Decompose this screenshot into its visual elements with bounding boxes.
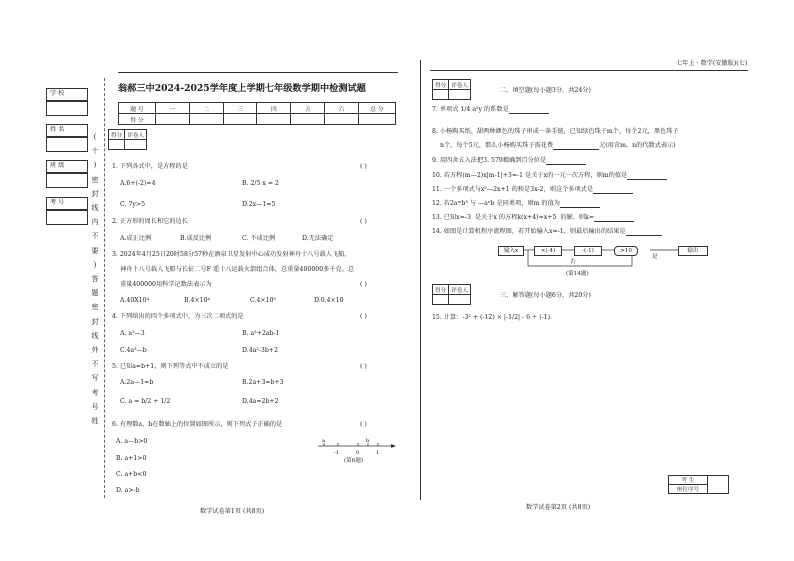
q5-answer-paren[interactable]: ( ) [360,363,367,370]
top-rule-left [118,72,398,73]
q1-stem: 1. 下列各式中，是方程的是 [112,163,188,170]
name-field[interactable] [46,136,88,152]
q1-answer-paren[interactable]: ( ) [360,163,367,170]
q1-option-b: B. 2/5 x = 2 [242,180,279,187]
q3-stem-line1: 3. 2024年4月25日20时58分57秒在酒泉卫星发射中心成功发射神舟十八号载人飞船， [112,251,351,258]
q3-option-c: C.4×10⁵ [250,297,276,304]
q1-option-d: D.2x—1=5 [242,201,276,208]
q6-option-c: C. a+b<0 [116,471,147,478]
flow-no-label: 否 [570,259,576,265]
score-table: 题 号 一 二 三 四 五 六 总 分 得 分 [118,102,396,125]
q7-text: 7. 单项式 1/4 a²y 的系数是 [432,106,549,114]
exam-title: 翁郝三中2024-2025学年度上学期七年级数学期中检测试题 [118,83,366,94]
name-label: 姓 名 [50,126,65,133]
flow-yes-label: 是 [652,254,658,260]
seal-text-column: ( 十 ) 密 封 线 内 不 要 ) 答 题 密 封 线 外 不 写 考 号 姓 [91,133,99,426]
exam-no-field[interactable] [46,209,88,225]
q9-blank[interactable] [546,157,586,165]
right-page-footer: 数学试卷第2页 (共8页) [526,504,591,511]
school-field[interactable] [46,100,88,116]
q3-option-d: D.0.4×10 [314,297,344,304]
q14-blank[interactable] [626,228,662,236]
school-label: 学 校 [50,90,65,97]
q4-option-b: B. a³+2ab-1 [242,330,280,337]
flow-input-box: 输入x [498,246,524,256]
q12-blank[interactable] [560,200,600,208]
q4-stem: 4. 下列给出的四个多项式中，为三次二项式的是 [112,313,244,320]
q10-blank[interactable] [627,172,667,180]
q13-blank[interactable] [594,214,634,222]
q5-stem: 5. 已知a=b+1，则下列等式中不成立的是 [112,363,229,370]
q14-text: 14. 如图是计算机程序流程图，若开始输入x=-1，则最后输出的结果是 [432,228,662,236]
class-label: 班 级 [50,162,65,169]
q2-answer-paren[interactable]: ( ) [360,218,367,225]
q5-option-c: C. a = b/2 + 1/2 [120,398,171,405]
q8-blank[interactable] [553,142,599,150]
number-line-figure [316,434,398,458]
class-field[interactable] [46,172,88,188]
axis-label-neg1: -1 [334,450,339,456]
flowchart-connectors [490,240,730,272]
q5-option-a: A.2a—1=b [120,379,154,386]
grader-box-3: 得分 评卷人 [432,284,471,305]
grader-box-1: 得分 评卷人 [108,129,147,150]
q3-answer-paren[interactable]: ( ) [360,281,367,288]
q6-option-b: B. a+1>0 [116,455,147,462]
q4-option-d: D.4a²-3b+2 [242,347,278,354]
flow-multiply-box: ×(-4) [534,246,562,256]
q8-line1: 8. 小杨购买纸、甜两种颜色的珠子串成一条手链，已知绿色珠子m个，每个2元，黑色珠子 [432,128,679,135]
right-header-title: 七年上 · 数学(安徽版)(七) [676,60,748,67]
q11-text: 11. 一个多项式与x²—2x+1 的和是3x-2，则这个多项式是 [432,186,633,194]
q2-option-c: C. 不成比例 [242,235,276,242]
q10-text: 10. 若方程(m—2)x|m-1|+3=-1 是关于x的一元一次方程，则m的值是 [432,172,667,180]
q3-stem-line3: 重量400000用科学记数法表示为 [120,281,212,288]
q6-option-a: A. a—b>0 [116,438,148,445]
left-page-footer: 数学试卷第1页 (共8页) [200,508,265,515]
exam-seat-box: 考 生 座位序号 [668,475,729,494]
q5-option-d: D.4a=2b+2 [242,398,279,405]
q2-option-b: B.成反比例 [180,235,212,242]
exam-no-label: 考 号 [50,199,65,206]
q5-option-b: B.2a+3=b+3 [242,379,284,386]
axis-label-0: 0 [356,450,360,456]
q3-option-a: A.40X10⁴ [120,297,150,304]
q11-blank[interactable] [593,186,633,194]
section3-heading: 三、解答题(每小题6分，共20分) [500,292,591,299]
q13-text: 13. 已知x=-3 是关于x 的方程k(x+4)=x+5 的解，则k= [432,214,634,222]
axis-label-1: 1 [376,450,380,456]
q15-text: 15. 计算：-3² + (-12) × |-1/2| - 6 ÷ (-1). [432,314,553,321]
q6-option-d: D. a>-b [116,487,140,494]
seal-line [104,78,105,498]
flow-condition-diamond: >10 [614,246,638,256]
q8-line2: n个，每个5元，那么小杨购买珠子需花费 元(用含m，n的代数式表示) [440,142,676,149]
flow-output-box: 输出 [678,246,708,256]
q6-figure-caption: (第6题) [344,458,364,464]
q9-text: 9. 用四舍五入法把3. 579精确到百分位是 [432,157,586,165]
q4-answer-paren[interactable]: ( ) [360,313,367,320]
top-rule-right [430,70,748,71]
q6-answer-paren[interactable]: ( ) [360,421,367,428]
q2-option-d: D.无法确定 [302,235,334,242]
grader-box-2: 得分 评卷人 [432,79,471,100]
q6-stem: 6. 有理数a、b在数轴上的位置如图所示，则下列式子正确的是 [112,421,283,428]
axis-label-b: b [366,438,370,444]
q14-figure-caption: (第14题) [566,271,589,277]
q1-option-c: C. 7y>5 [120,201,146,208]
flow-subtract-box: -(-1) [574,246,602,256]
q15-answer-area[interactable] [432,326,732,466]
q1-option-a: A.6+(-2)=4 [120,180,156,187]
section2-heading: 二、填空题(每小题3分，共24分) [500,87,591,94]
q7-blank[interactable] [509,106,549,114]
q2-option-a: A.成正比例 [120,235,152,242]
q12-text: 12. 若2aᵐb³ 与 —aⁿb 是同类项，则m 的值为 [432,200,600,208]
page-divider [420,60,421,500]
q3-option-b: B.4×10⁴ [184,297,210,304]
q4-option-c: C.4a³—b [120,347,147,354]
axis-label-a: a [322,438,325,444]
q3-stem-line2: 神舟十八号载人飞船与长征二号F 遥十八运载火箭组合体，总重量400000多千克。总 [120,266,355,273]
q2-stem: 2. 正方形的周长和它的边长 [112,218,188,225]
q4-option-a: A. a²—3 [120,330,145,337]
